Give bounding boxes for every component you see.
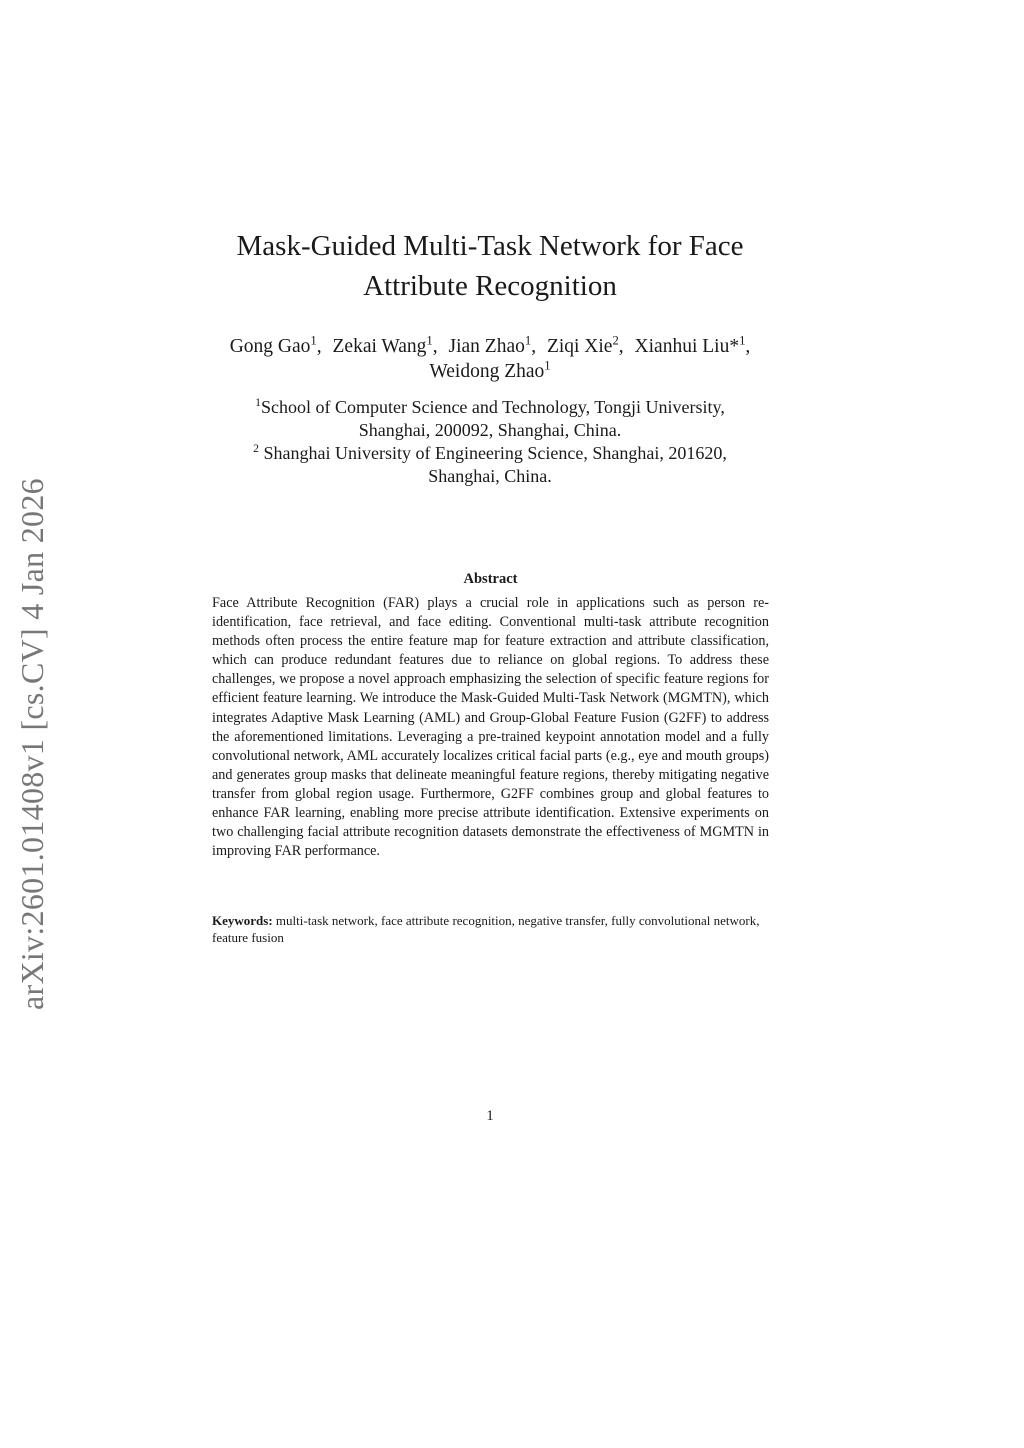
author: Zekai Wang$^1$ [332,333,433,357]
keywords-text: multi-task network, face attribute recognition, negative transfer, fully convolutional network, feature fusion [212,913,760,945]
page-number: 1 [486,1108,494,1124]
abstract-text: Face Attribute Recognition (FAR) plays a crucial role in applications such as person re-identification, face retrieval, and face editing. Conventional multi-task attribute recognition methods often process the entire feature map for feature extraction and attribute classification, which can produce redundant features due to reliance on global regions. To address these challenges, we propose a novel approach emphasizing the selection of specific feature regions for efficient feature learning. We introduce the Mask-Guided Multi-Task Network (MGMTN), which integrates Adaptive Mask Learning (AML) and Group-Global Feature Fusion (G2FF) to address the aforementioned limitations. Leveraging a pre-trained keypoint annotation model and a fully convolutional network, AML accurately localizes critical facial parts (e.g., eye and mouth groups) and generates group masks that delineate meaningful feature regions, thereby mitigating negative transfer from global region usage. Furthermore, G2FF combines group and global features to enhance FAR learning, enabling more precise attribute identification. Extensive experiments on two challenging facial attribute recognition datasets demonstrate the effectiveness of MGMTN in improving FAR performance. [212,595,769,860]
affiliation-1: $^1$School of Computer Science and Technology, Tongji University, Shanghai, 200092, Shanghai, China. [255,396,725,440]
author: Xianhui Liu*$^1$ [634,333,746,357]
paper-title [180,226,800,306]
author: Jian Zhao$^1$ [448,333,532,357]
affiliation-list [180,396,800,488]
author: Ziqi Xie$^2$ [546,333,619,357]
affiliation-2: $^2$ Shanghai University of Engineering Science, Shanghai, 201620, Shanghai, China. [253,442,727,486]
keywords-label: Keywords: [212,913,273,928]
keywords [212,912,769,946]
author: Weidong Zhao$^1$ [429,358,551,382]
author: Gong Gao$^1$ [229,333,317,357]
title-line-2: Attribute Recognition [363,270,617,302]
arxiv-identifier-stamp: arXiv:2601.01408v1 [cs.CV] 4 Jan 2026 [14,478,50,1010]
author-list: Gong Gao$^1$, Zekai Wang$^1$, Jian Zhao$^1$, Ziqi Xie$^2$, Xianhui Liu*$^1$, Weidong Zhao$^1$ [229,333,751,382]
title-line-1: Mask-Guided Multi-Task Network for Face [236,230,744,262]
abstract-heading: Abstract [463,571,518,587]
